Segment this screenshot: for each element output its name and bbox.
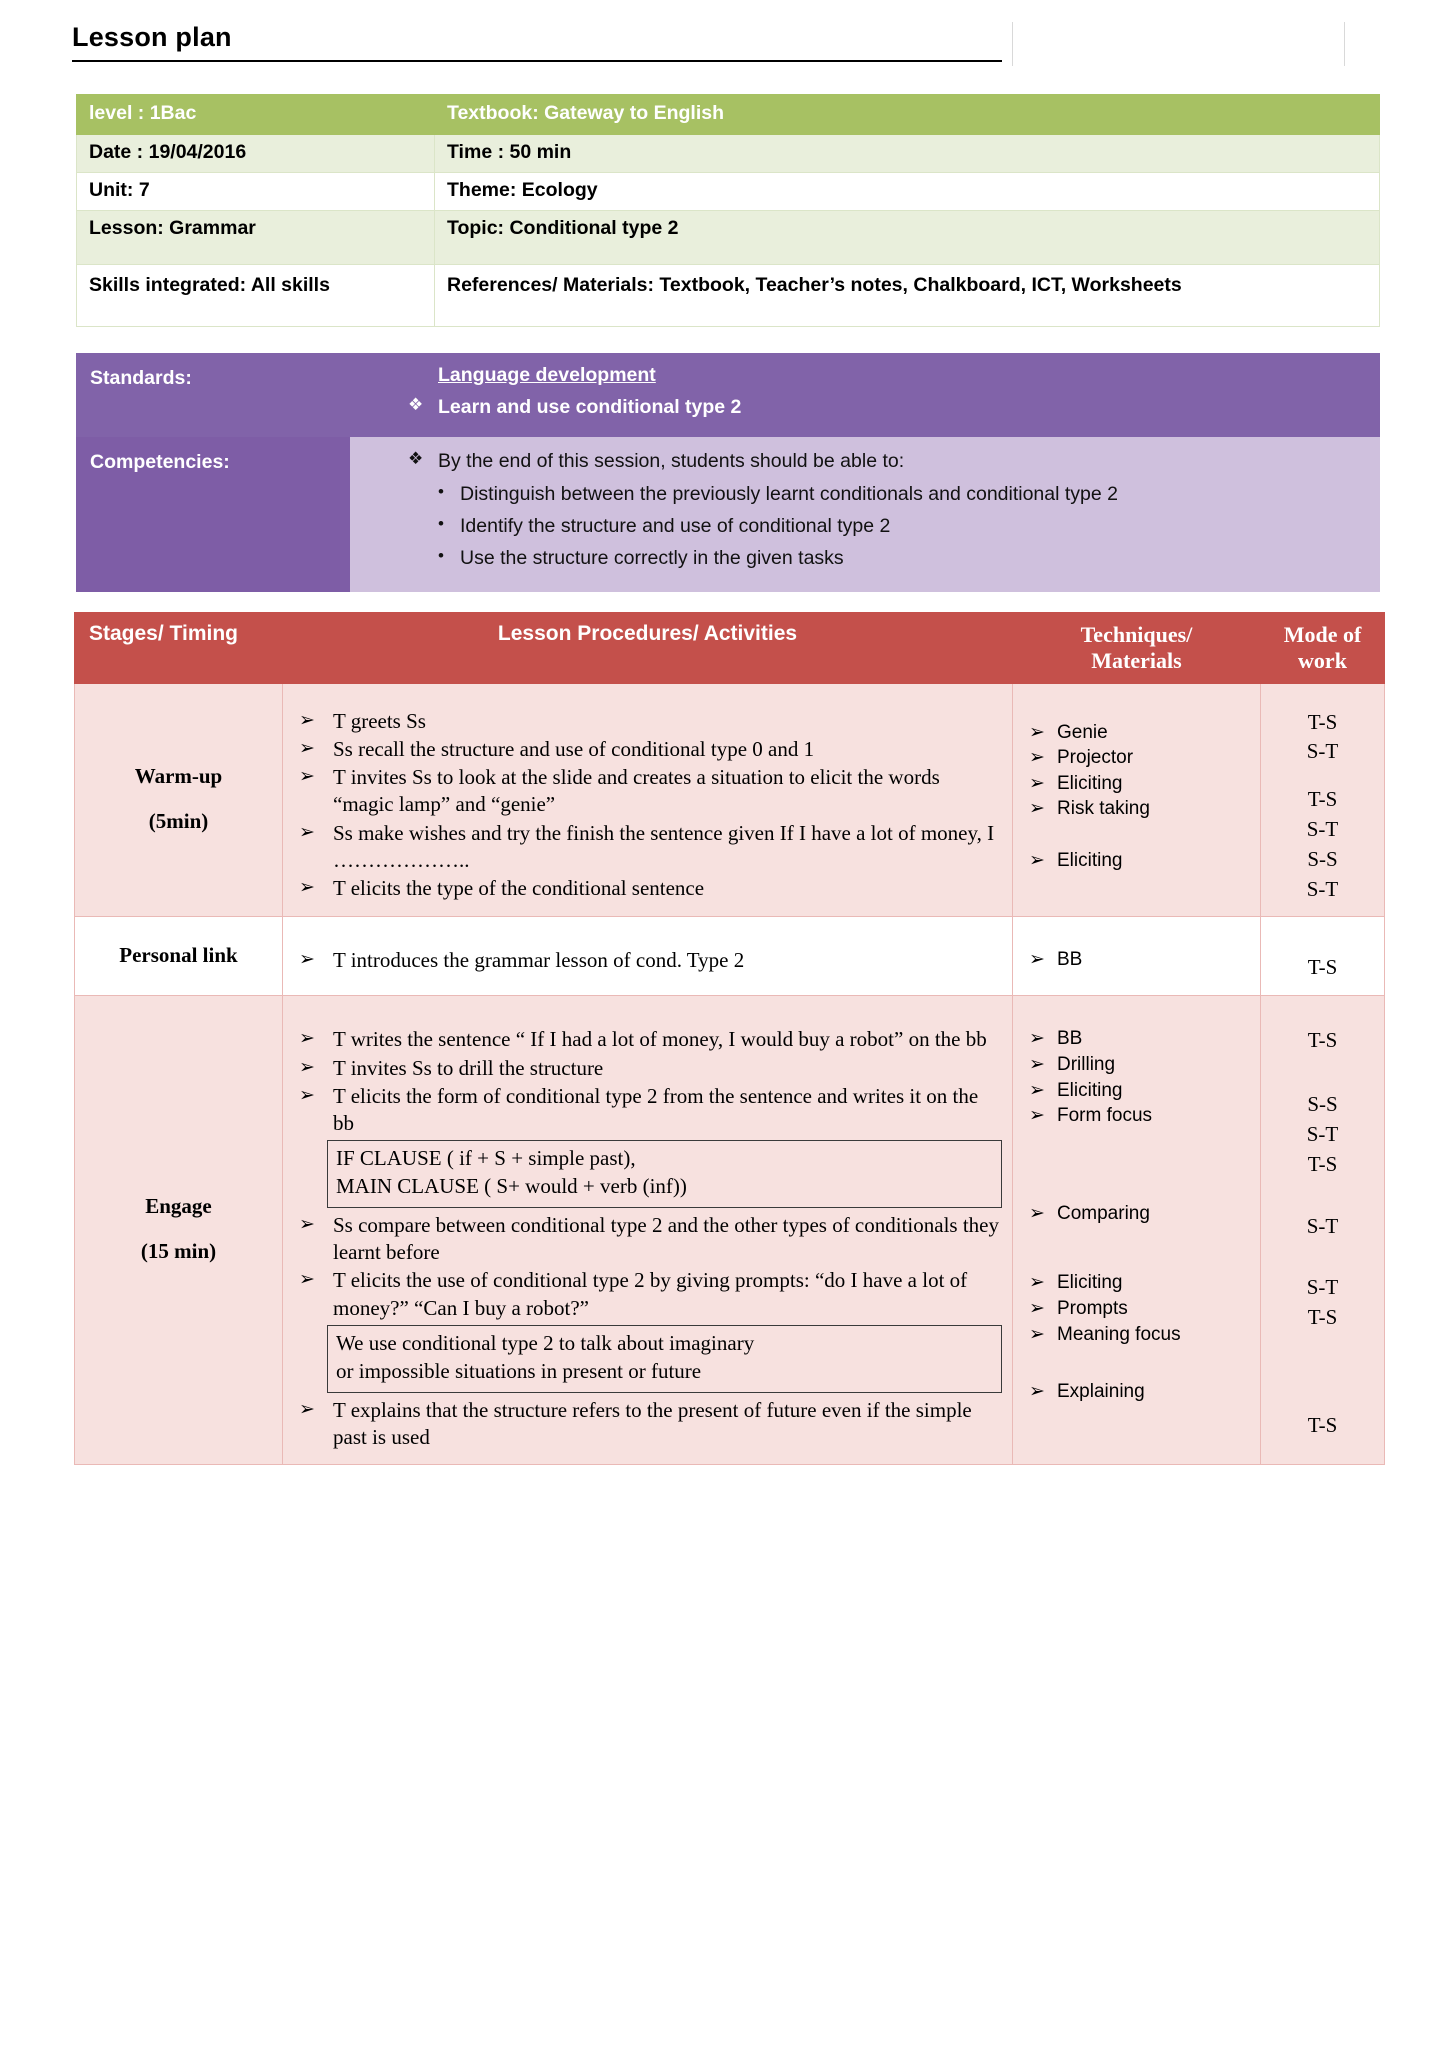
list-item [1023,848,1250,874]
arrow-bullet-icon: ➢ [1029,949,1045,971]
structure-box-line: IF CLAUSE ( if + S + simple past), [336,1146,636,1171]
arrow-bullet-icon: ➢ [1029,721,1045,743]
mode-text: S-T [1306,1213,1339,1238]
standards-label: Standards: [90,367,192,389]
arrow-bullet-icon: ➢ [1029,747,1045,769]
activity-text: T elicits the form of conditional type 2 from the sentence and writes it on the bb [333,1083,979,1136]
competencies-intro [394,448,1366,474]
list-item [394,481,1366,507]
activity-list [293,947,1002,974]
info-textbook: Textbook: Gateway to English [435,95,1380,135]
techniques-header-line1: Techniques/ [1080,621,1193,647]
arrow-bullet-icon: ➢ [299,1084,315,1106]
arrow-bullet-icon: ➢ [1029,1202,1045,1224]
competencies-label: Competencies: [90,451,230,474]
arrow-bullet-icon: ➢ [1029,1028,1045,1050]
list-item [1023,1026,1250,1052]
technique-text: Eliciting [1057,772,1123,794]
list-item [293,875,1002,902]
list-item [293,820,1002,875]
list-item [293,736,1002,763]
list-item [1023,745,1250,771]
column-header-activities: Lesson Procedures/ Activities [283,612,1013,683]
arrow-bullet-icon: ➢ [299,709,315,731]
technique-list-group3 [1023,1270,1250,1347]
column-header-stages: Stages/ Timing [75,612,283,683]
table-row [75,917,1385,996]
list-item [293,708,1002,735]
round-bullet-icon: • [438,546,444,566]
stage-engage [75,996,283,1465]
table-row [77,265,1380,327]
techniques-header-line2: Materials [1091,647,1182,673]
document-title-row [72,22,1360,78]
activity-text: T greets Ss [333,708,426,733]
mode-text: T-S [1307,1151,1338,1176]
list-item [1023,1103,1250,1129]
arrow-bullet-icon: ➢ [299,766,315,788]
list-item [293,764,1002,819]
technique-text: Projector [1057,747,1134,769]
info-topic: Topic: Conditional type 2 [435,211,1380,265]
mode-engage [1261,996,1385,1465]
competencies-item-text: Distinguish between the previously learnt conditionals and conditional type 2 [460,482,1118,505]
technique-list-secondary [1023,848,1250,874]
title-divider-left [1012,22,1013,66]
activity-text: T writes the sentence “ If I had a lot of money, I would buy a robot” on the bb [333,1027,987,1052]
activity-text: T elicits the type of the conditional sentence [333,876,705,901]
arrow-bullet-icon: ➢ [1029,850,1045,872]
arrow-bullet-icon: ➢ [299,1213,315,1235]
activity-text: T introduces the grammar lesson of cond. Type 2 [333,948,745,973]
list-item [1023,1296,1250,1322]
mode-text: T-S [1307,955,1338,980]
arrow-bullet-icon: ➢ [1029,1381,1045,1403]
structure-box-form [327,1140,1002,1207]
arrow-bullet-icon: ➢ [299,737,315,759]
competencies-gap-cell [350,437,394,591]
technique-text: Genie [1057,721,1108,743]
stage-personal-link [75,917,283,996]
arrow-bullet-icon: ➢ [299,1269,315,1291]
mode-text: S-T [1306,817,1339,841]
arrow-bullet-icon: ➢ [1029,798,1045,820]
list-item [1023,1052,1250,1078]
mode-personal-link [1261,917,1385,996]
mode-text: T-S [1307,1305,1338,1330]
stage-time: (5min) [148,809,209,833]
list-item [1023,1322,1250,1348]
mode-header-line2: work [1298,647,1347,673]
title-divider-right [1344,22,1345,66]
table-row [77,95,1380,135]
technique-text: Eliciting [1057,1079,1123,1101]
column-header-techniques [1013,612,1261,683]
technique-text: Risk taking [1057,798,1150,820]
arrow-bullet-icon: ➢ [299,877,315,899]
mode-text: S-T [1306,1121,1339,1146]
list-item [1023,947,1250,973]
techniques-warmup [1013,683,1261,917]
info-unit: Unit: 7 [77,173,435,211]
competencies-body-cell [394,437,1380,591]
arrow-bullet-icon: ➢ [1029,1272,1045,1294]
technique-text: Form focus [1057,1105,1153,1127]
activity-list [293,708,1002,903]
activity-text: T elicits the use of conditional type 2 by giving prompts: “do I have a lot of money?” “Can I buy a robot?” [333,1268,968,1320]
info-lesson: Lesson: Grammar [77,211,435,265]
standards-item-text: Learn and use conditional type 2 [438,396,742,418]
activity-text: Ss compare between conditional type 2 and the other types of conditionals they learnt before [333,1212,999,1265]
activities-personal-link [283,917,1013,996]
technique-text: BB [1057,949,1083,971]
structure-box-line: or impossible situations in present or future [336,1358,702,1383]
technique-list-group4 [1023,1379,1250,1405]
info-date: Date : 19/04/2016 [77,135,435,173]
competencies-intro-text: By the end of this session, students should be able to: [438,450,905,473]
info-references: References/ Materials: Textbook, Teacher’s notes, Chalkboard, ICT, Worksheets [435,265,1380,327]
mode-text: T-S [1307,787,1338,812]
list-item [293,1267,1002,1322]
list-item [1023,1379,1250,1405]
techniques-engage [1013,996,1261,1465]
technique-list [1023,720,1250,823]
technique-list [1023,947,1250,973]
stage-warmup [75,683,283,917]
arrow-bullet-icon: ➢ [299,949,315,971]
mode-text: T-S [1307,709,1338,734]
stage-name: Warm-up [134,764,223,788]
technique-text: Prompts [1057,1298,1128,1320]
info-time: Time : 50 min [435,135,1380,173]
table-row [75,683,1385,917]
list-item [1023,1201,1250,1227]
activities-engage [283,996,1013,1465]
list-item [293,1083,1002,1138]
mode-text: S-T [1306,876,1339,901]
technique-text: Comparing [1057,1202,1150,1224]
arrow-bullet-icon: ➢ [299,1056,315,1078]
arrow-bullet-icon: ➢ [1029,1298,1045,1320]
technique-list-group2 [1023,1201,1250,1227]
technique-text: Eliciting [1057,1272,1123,1294]
round-bullet-icon: • [438,481,444,501]
standards-body-cell [394,353,1380,437]
stage-name: Engage [145,1194,212,1219]
structure-box-line: MAIN CLAUSE ( S+ would + verb (inf)) [336,1174,687,1199]
activity-list-c [293,1397,1002,1452]
mode-header-line1: Mode of [1283,621,1362,647]
list-item [1023,796,1250,822]
list-item [1023,1270,1250,1296]
round-bullet-icon: • [438,513,444,533]
arrow-bullet-icon: ➢ [1029,1053,1045,1075]
info-skills: Skills integrated: All skills [77,265,435,327]
arrow-bullet-icon: ➢ [1029,1323,1045,1345]
diamond-bullet-icon: ❖ [408,449,424,469]
standards-label-cell [76,353,350,437]
list-item [293,1055,1002,1082]
table-row [77,211,1380,265]
column-header-mode [1261,612,1385,683]
arrow-bullet-icon: ➢ [1029,772,1045,794]
mode-text: T-S [1307,1028,1338,1053]
list-item [394,545,1366,571]
technique-text: Explaining [1057,1381,1145,1403]
list-item [293,1397,1002,1452]
technique-list-group1 [1023,1026,1250,1129]
list-item [394,513,1366,539]
structure-box-line: We use conditional type 2 to talk about imaginary [336,1331,755,1356]
activity-text: T explains that the structure refers to the present of future even if the simple past is used [333,1397,972,1449]
competencies-label-cell [76,437,350,591]
stage-time: (15 min) [140,1239,217,1264]
activity-text: T invites Ss to look at the slide and creates a situation to elicit the words “magic lamp” and “genie” [333,765,940,817]
standards-heading: Language development [438,364,656,386]
mode-text: S-T [1306,1275,1339,1300]
competencies-item-text: Use the structure correctly in the given tasks [460,547,844,570]
list-item [1023,1078,1250,1104]
standards-competencies-table [76,353,1380,592]
table-row [77,135,1380,173]
activity-list-a [293,1026,1002,1137]
page-title: Lesson plan [72,22,1002,62]
mode-warmup [1261,683,1385,917]
lesson-info-table [76,94,1380,327]
activity-text: Ss recall the structure and use of conditional type 0 and 1 [333,736,815,761]
lesson-procedures-table [74,612,1385,1466]
mode-text: T-S [1307,1412,1338,1437]
arrow-bullet-icon: ➢ [299,1398,315,1420]
arrow-bullet-icon: ➢ [1029,1079,1045,1101]
competencies-list [394,481,1366,572]
standards-item [394,394,1366,420]
standards-row [76,353,1380,437]
list-item [293,1026,1002,1053]
info-level: level : 1Bac [77,95,435,135]
mode-text: S-S [1307,846,1338,871]
technique-text: BB [1057,1028,1083,1050]
technique-text: Drilling [1057,1053,1116,1075]
arrow-bullet-icon: ➢ [1029,1105,1045,1127]
competencies-row [76,437,1380,591]
mode-text: S-T [1306,739,1339,764]
procedures-header-row [75,612,1385,683]
list-item [293,1212,1002,1267]
arrow-bullet-icon: ➢ [299,821,315,843]
standards-gap-cell [350,353,394,437]
diamond-bullet-icon: ❖ [408,395,424,414]
technique-text: Eliciting [1057,850,1123,872]
arrow-bullet-icon: ➢ [299,1028,315,1050]
list-item [293,947,1002,974]
activity-text: Ss make wishes and try the finish the sentence given If I have a lot of money, I ……………….. [333,820,995,873]
activities-warmup [283,683,1013,917]
table-row [77,173,1380,211]
activity-list-b [293,1212,1002,1322]
structure-box-use [327,1325,1002,1392]
table-row [75,996,1385,1465]
activity-text: T invites Ss to drill the structure [333,1055,604,1080]
list-item [1023,771,1250,797]
techniques-personal-link [1013,917,1261,996]
technique-text: Meaning focus [1057,1323,1181,1345]
stage-name: Personal link [119,942,238,967]
info-theme: Theme: Ecology [435,173,1380,211]
mode-text: S-S [1307,1092,1338,1117]
competencies-item-text: Identify the structure and use of conditional type 2 [460,514,891,537]
list-item [1023,720,1250,746]
